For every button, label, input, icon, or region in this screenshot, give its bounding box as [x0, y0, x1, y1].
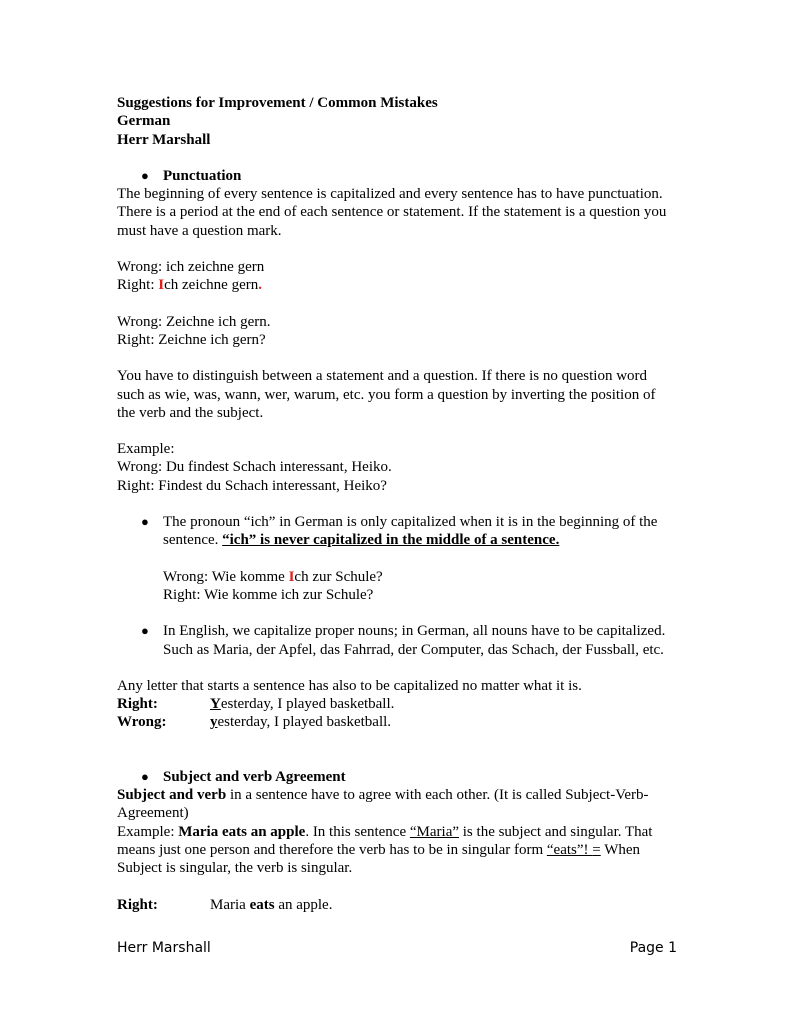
agreement-heading: ● Subject and verb Agreement	[141, 768, 346, 785]
document-body	[117, 94, 677, 914]
document-teacher: Herr Marshall	[117, 131, 211, 148]
document-subject: German	[117, 113, 171, 130]
example1-right: Right: Ich zeichne gern.	[117, 277, 262, 294]
example2-wrong: Wrong: Zeichne ich gern.	[117, 313, 271, 330]
document-title: Suggestions for Improvement / Common Mistakes	[117, 95, 438, 111]
footer-page-number: Page 1	[629, 940, 677, 956]
bullet-icon: ●	[141, 768, 149, 784]
agreement-intro: Subject and verb in a sentence have to agree with each other. (It is called Subject-Verb-Agreement)	[117, 787, 649, 822]
any-letter-wrong: Wrong: yesterday, I played basketball.	[117, 714, 392, 731]
punctuation-intro: The beginning of every sentence is capitalized and every sentence has to have punctuation. There is a period at the end of each sentence or statement. If the statement is a question you must have a question mark.	[117, 186, 667, 239]
footer-author: Herr Marshall	[117, 940, 211, 956]
ich-rule-emphasis: “ich” is never capitalized in the middle of a sentence.	[222, 532, 560, 549]
ich-wrong-example: Wrong: Wie komme Ich zur Schule?	[163, 568, 383, 585]
any-letter-paragraph: Any letter that starts a sentence has also to be capitalized no matter what it is.	[117, 677, 582, 694]
distinguish-paragraph: You have to distinguish between a statement and a question. If there is no question word such as wie, was, wann, wer, warum, etc. you form a question by inverting the position of the verb and the subject.	[117, 368, 656, 421]
bullet-icon: ●	[141, 167, 149, 183]
bullet-icon: ●	[141, 514, 149, 530]
example2-right: Right: Zeichne ich gern?	[117, 331, 266, 348]
agreement-right: Right: Maria eats an apple.	[117, 896, 333, 913]
example3-right: Right: Findest du Schach interessant, Heiko?	[117, 477, 387, 494]
punctuation-heading: ● Punctuation	[141, 167, 242, 184]
example-label: Example:	[117, 441, 175, 458]
example1-wrong: Wrong: ich zeichne gern	[117, 259, 265, 276]
example3-wrong: Wrong: Du findest Schach interessant, Heiko.	[117, 459, 392, 476]
any-letter-right: Right: Yesterday, I played basketball.	[117, 696, 395, 713]
nouns-rule: ● In English, we capitalize proper nouns; in German, all nouns have to be capitalized. Such as Maria, der Apfel, das Fahrrad, der Computer, das Schach, der Fussball, etc.	[141, 623, 666, 658]
ich-right-example: Right: Wie komme ich zur Schule?	[163, 586, 374, 603]
agreement-example: Example: Maria eats an apple. In this sentence “Maria” is the subject and singular. That means just one person and therefore the verb has to be in singular form “eats”! = When Subject is singular, the verb is singular.	[117, 823, 653, 877]
ich-rule: ● The pronoun “ich” in German is only capitalized when it is in the beginning of the sentence. “ich” is never capitalized in the middle of a sentence.	[141, 514, 658, 549]
bullet-icon: ●	[141, 623, 149, 639]
